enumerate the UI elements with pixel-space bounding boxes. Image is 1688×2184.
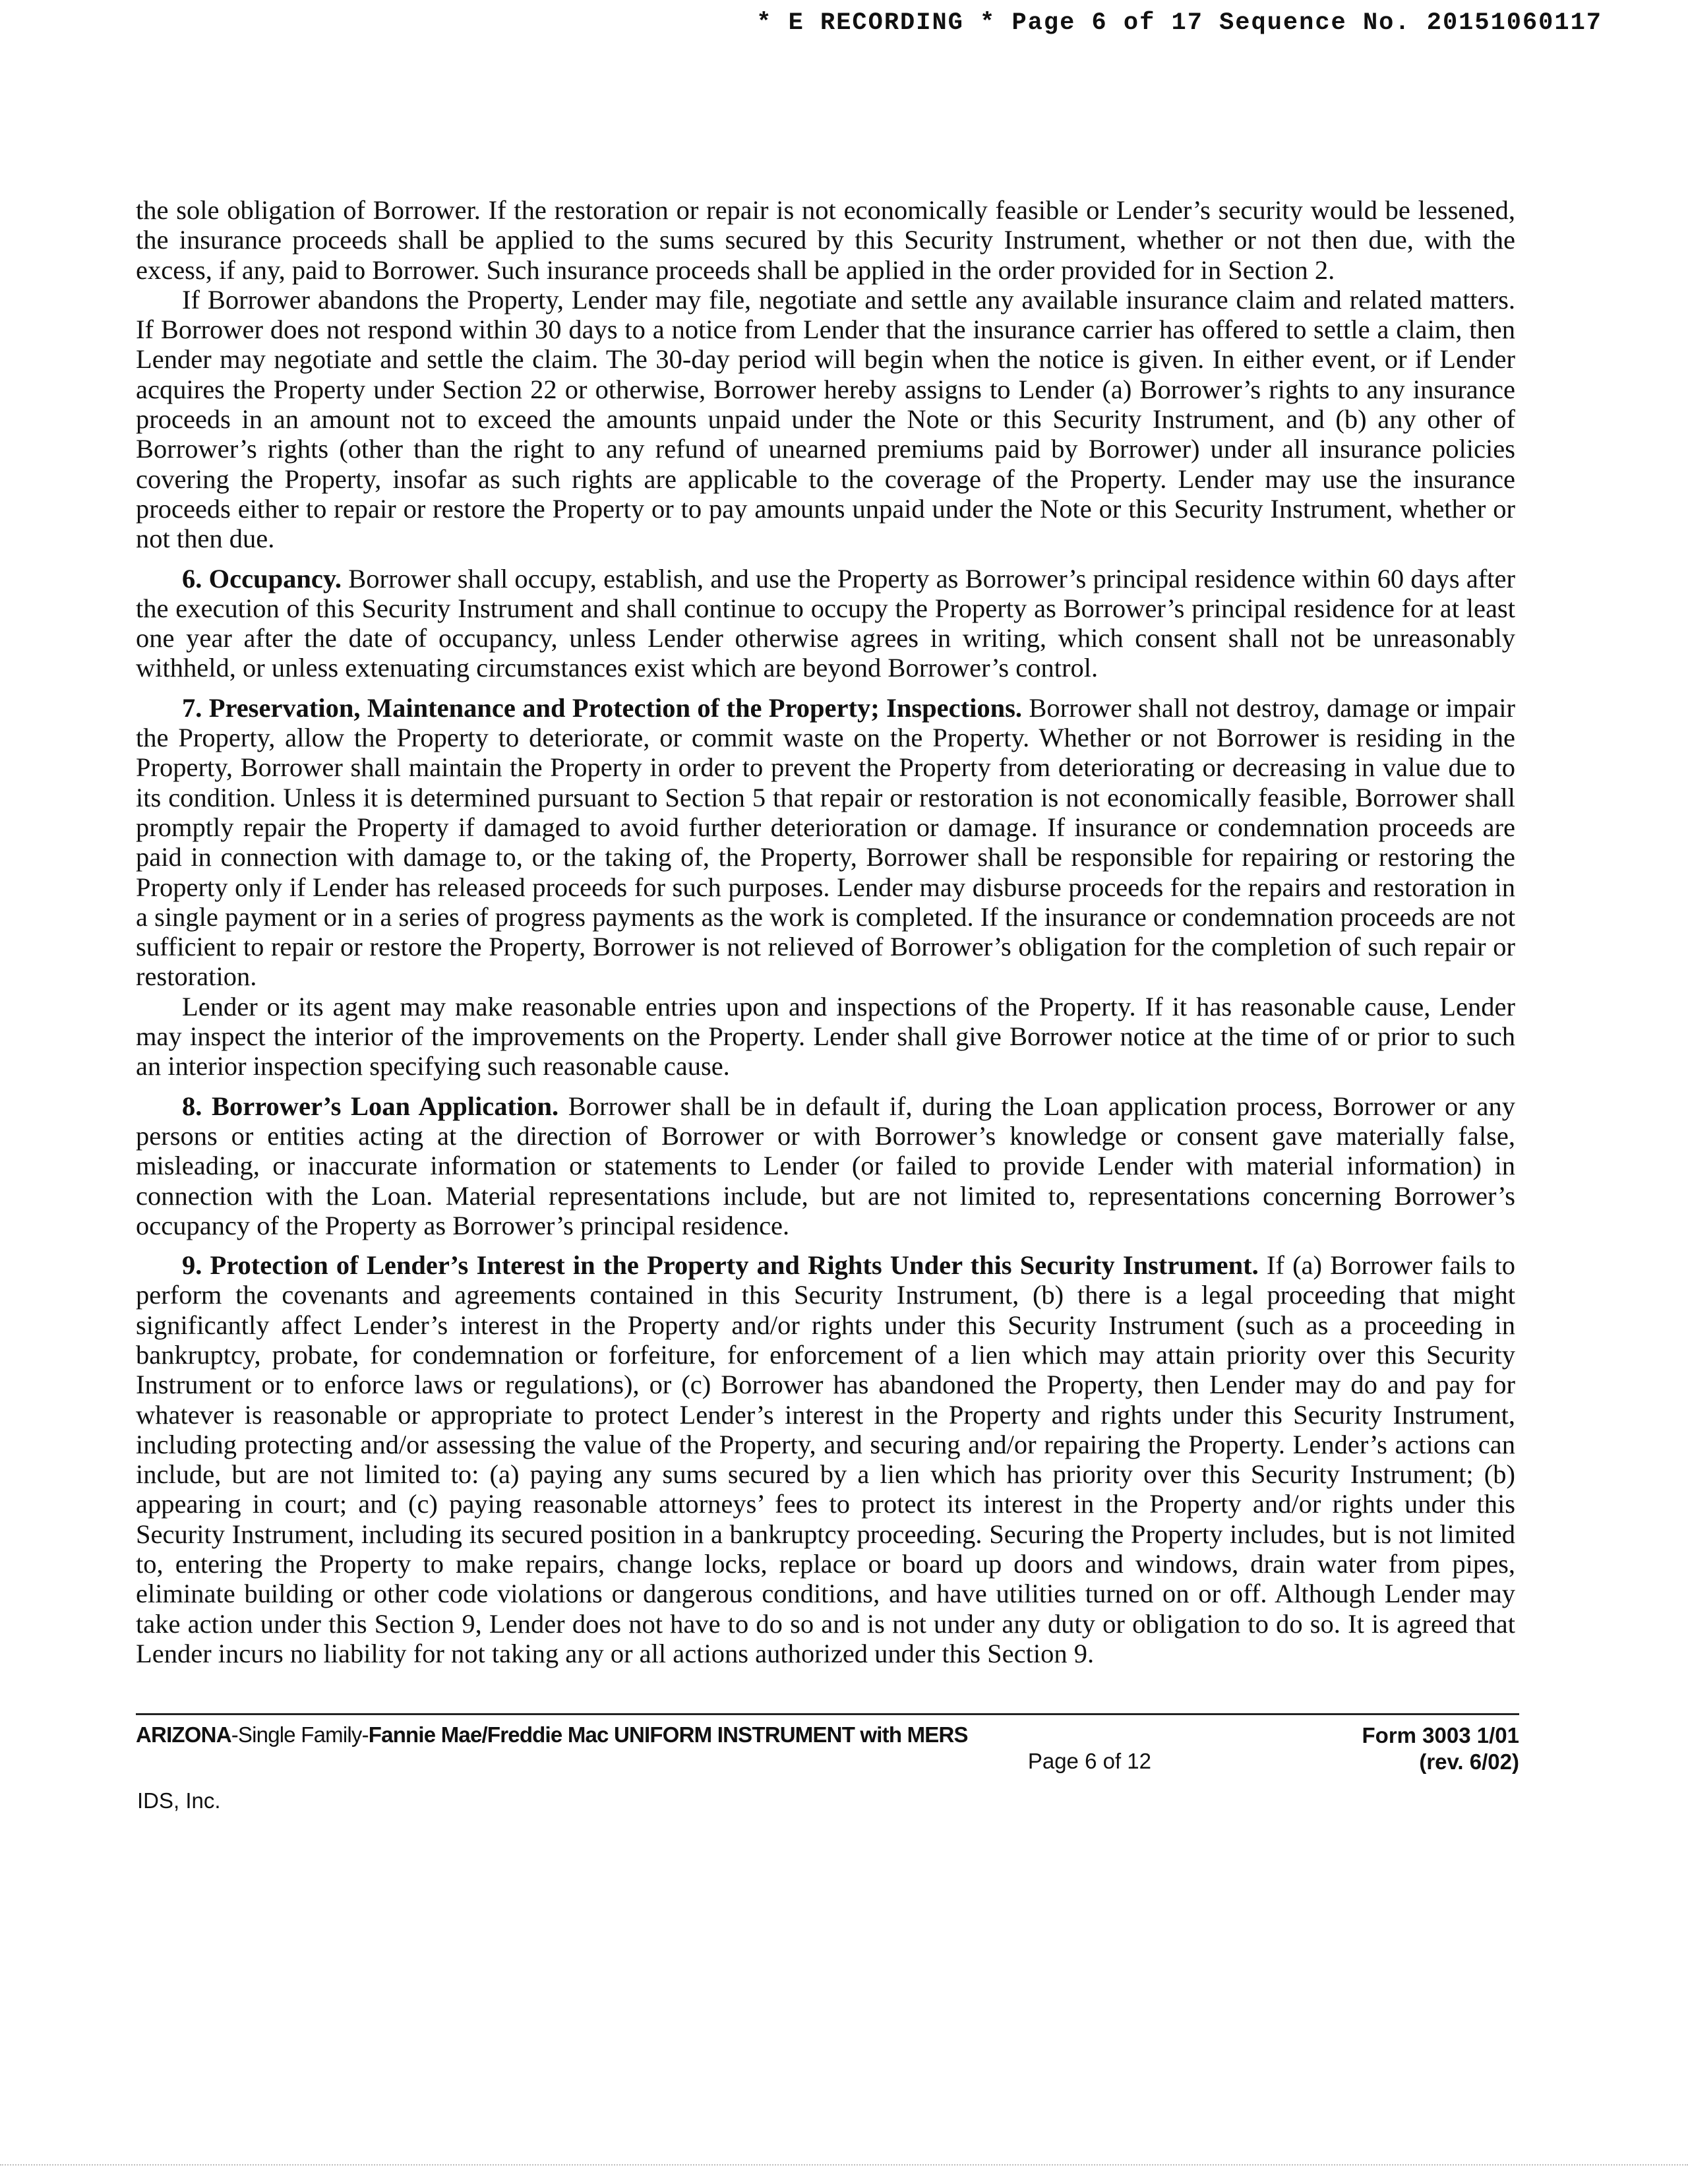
section-7-preservation (136, 693, 1515, 992)
section-7-text: Borrower shall not destroy, damage or impair the Property, allow the Property to deteriorate, or commit waste on the Property. Whether or not Borrower is residing in the Property, Borrower shall maintain the Property in order to prevent the Property from deteriorating or decreasing in value due to its condition. Unless it is determined pursuant to Section 5 that repair or restoration is not economically feasible, Borrower shall promptly repair the Property if damaged to avoid further deterioration or damage. If insurance or condemnation proceeds are paid in connection with damage to, or the taking of, the Property, Borrower shall be responsible for repairing or restoring the Property only if Lender has released proceeds for such purposes. Lender may disburse proceeds for the repairs and restoration in a single payment or in a series of progress payments as the work is completed. If the insurance or condemnation proceeds are not sufficient to repair or restore the Property, Borrower is not relieved of Borrower’s obligation for the completion of such repair or restoration. (136, 692, 1515, 992)
footer-divider (136, 1713, 1519, 1715)
footer-state: ARIZONA (136, 1722, 231, 1747)
section-8-loan-application (136, 1091, 1515, 1240)
footer-page-number: Page 6 of 12 (1027, 1749, 1151, 1773)
section-9-text: If (a) Borrower fails to perform the covenants and agreements contained in this Security Instrument, (b) there is a legal proceeding that might significantly affect Lender’s interest in the Property and/or rights under this Security Instrument (such as a proceeding in bankruptcy, probate, for condemnation or forfeiture, for enforcement of a lien which may attain priority over this Security Instrument or to enforce laws or regulations), or (c) Borrower has abandoned the Property, then Lender may do and pay for whatever is reasonable or appropriate to protect Lender’s interest in the Property and rights under this Security Instrument, including protecting and/or assessing the value of the Property, and securing and/or repairing the Property. Lender’s actions can include, but are not limited to: (a) paying any sums secured by a lien which has priority over this Security Instrument; (b) appearing in court; and (c) paying reasonable attorneys’ fees to protect its interest in the Property and/or rights under this Security Instrument, including its secured position in a bankruptcy proceeding. Securing the Property includes, but is not limited to, entering the Property to make repairs, change locks, replace or board up doors and windows, drain water from pipes, eliminate building or other code violations or dangerous conditions, and have utilities turned on or off. Although Lender may take action under this Section 9, Lender does not have to do so and is not under any duty or obligation to do so. It is agreed that Lender incurs no liability for not taking any or all actions authorized under this Section 9. (136, 1250, 1515, 1668)
recording-stamp-header: * E RECORDING * Page 6 of 17 Sequence No. 20151060117 (756, 9, 1602, 37)
section-7-heading: 7. Preservation, Maintenance and Protection of the Property; Inspections. (182, 692, 1022, 723)
section-8-heading: 8. Borrower’s Loan Application. (182, 1091, 559, 1121)
footer-revision: (rev. 6/02) (1419, 1749, 1519, 1774)
section-6-text: Borrower shall occupy, establish, and use the Property as Borrower’s principal residence within 60 days after the execution of this Security Instrument and shall continue to occupy the Property as Borrower’s principal residence for at least one year after the date of occupancy, unless Lender otherwise agrees in writing, which consent shall not be unreasonably withheld, or unless extenuating circumstances exist which are beyond Borrower’s control. (136, 563, 1516, 683)
section-9-protection (136, 1250, 1515, 1668)
document-body (136, 195, 1515, 1668)
scan-artifact-line (0, 2164, 1688, 2166)
section-7-inspections: Lender or its agent may make reasonable entries upon and inspections of the Property. If it has reasonable cause, Lender may inspect the interior of the improvements on the Property. Lender shall give Borrower notice at the time of or prior to such an interior inspection specifying such reasonable cause. (136, 991, 1515, 1081)
section-6-occupancy (136, 564, 1515, 683)
section-6-heading: 6. Occupancy. (182, 563, 342, 593)
page-footer (136, 1722, 1519, 1802)
footer-family: -Single Family- (231, 1722, 369, 1747)
footer-form-number: Form 3003 1/01 (1362, 1723, 1519, 1747)
section-9-heading: 9. Protection of Lender’s Interest in the Property and Rights Under this Security Instrument. (182, 1250, 1259, 1281)
paragraph-abandonment: If Borrower abandons the Property, Lender may file, negotiate and settle any available insurance claim and related matters. If Borrower does not respond within 30 days to a notice from Lender that the insurance carrier has offered to settle a claim, then Lender may negotiate and settle the claim. The 30-day period will begin when the notice is given. In either event, or if Lender acquires the Property under Section 22 or otherwise, Borrower hereby assigns to Lender (a) Borrower’s rights to any insurance proceeds in an amount not to exceed the amounts unpaid under the Note or this Security Instrument, and (b) any other of Borrower’s rights (other than the right to any refund of unearned premiums paid by Borrower) under all insurance policies covering the Property, insofar as such rights are applicable to the coverage of the Property. Lender may use the insurance proceeds either to repair or restore the Property or to pay amounts unpaid under the Note or this Security Instrument, whether or not then due. (136, 284, 1515, 554)
paragraph-section5-continued: the sole obligation of Borrower. If the restoration or repair is not economically feasible or Lender’s security would be lessened, the insurance proceeds shall be applied to the sums secured by this Security Instrument, whether or not then due, with the excess, if any, paid to Borrower. Such insurance proceeds shall be applied in the order provided for in Section 2. (136, 195, 1515, 285)
footer-form-id (1362, 1722, 1519, 1775)
footer-form-name: Fannie Mae/Freddie Mac UNIFORM INSTRUMENT with MERS (368, 1722, 968, 1747)
footer-vendor: IDS, Inc. (137, 1788, 221, 1813)
footer-form-title (136, 1722, 968, 1747)
section-8-text: Borrower shall be in default if, during the Loan application process, Borrower or any persons or entities acting at the direction of Borrower or with Borrower’s knowledge or consent gave materially false, misleading, or inaccurate information or statements to Lender (or failed to provide Lender with material information) in connection with the Loan. Material representations include, but are not limited to, representations concerning Borrower’s occupancy of the Property as Borrower’s principal residence. (136, 1091, 1516, 1240)
